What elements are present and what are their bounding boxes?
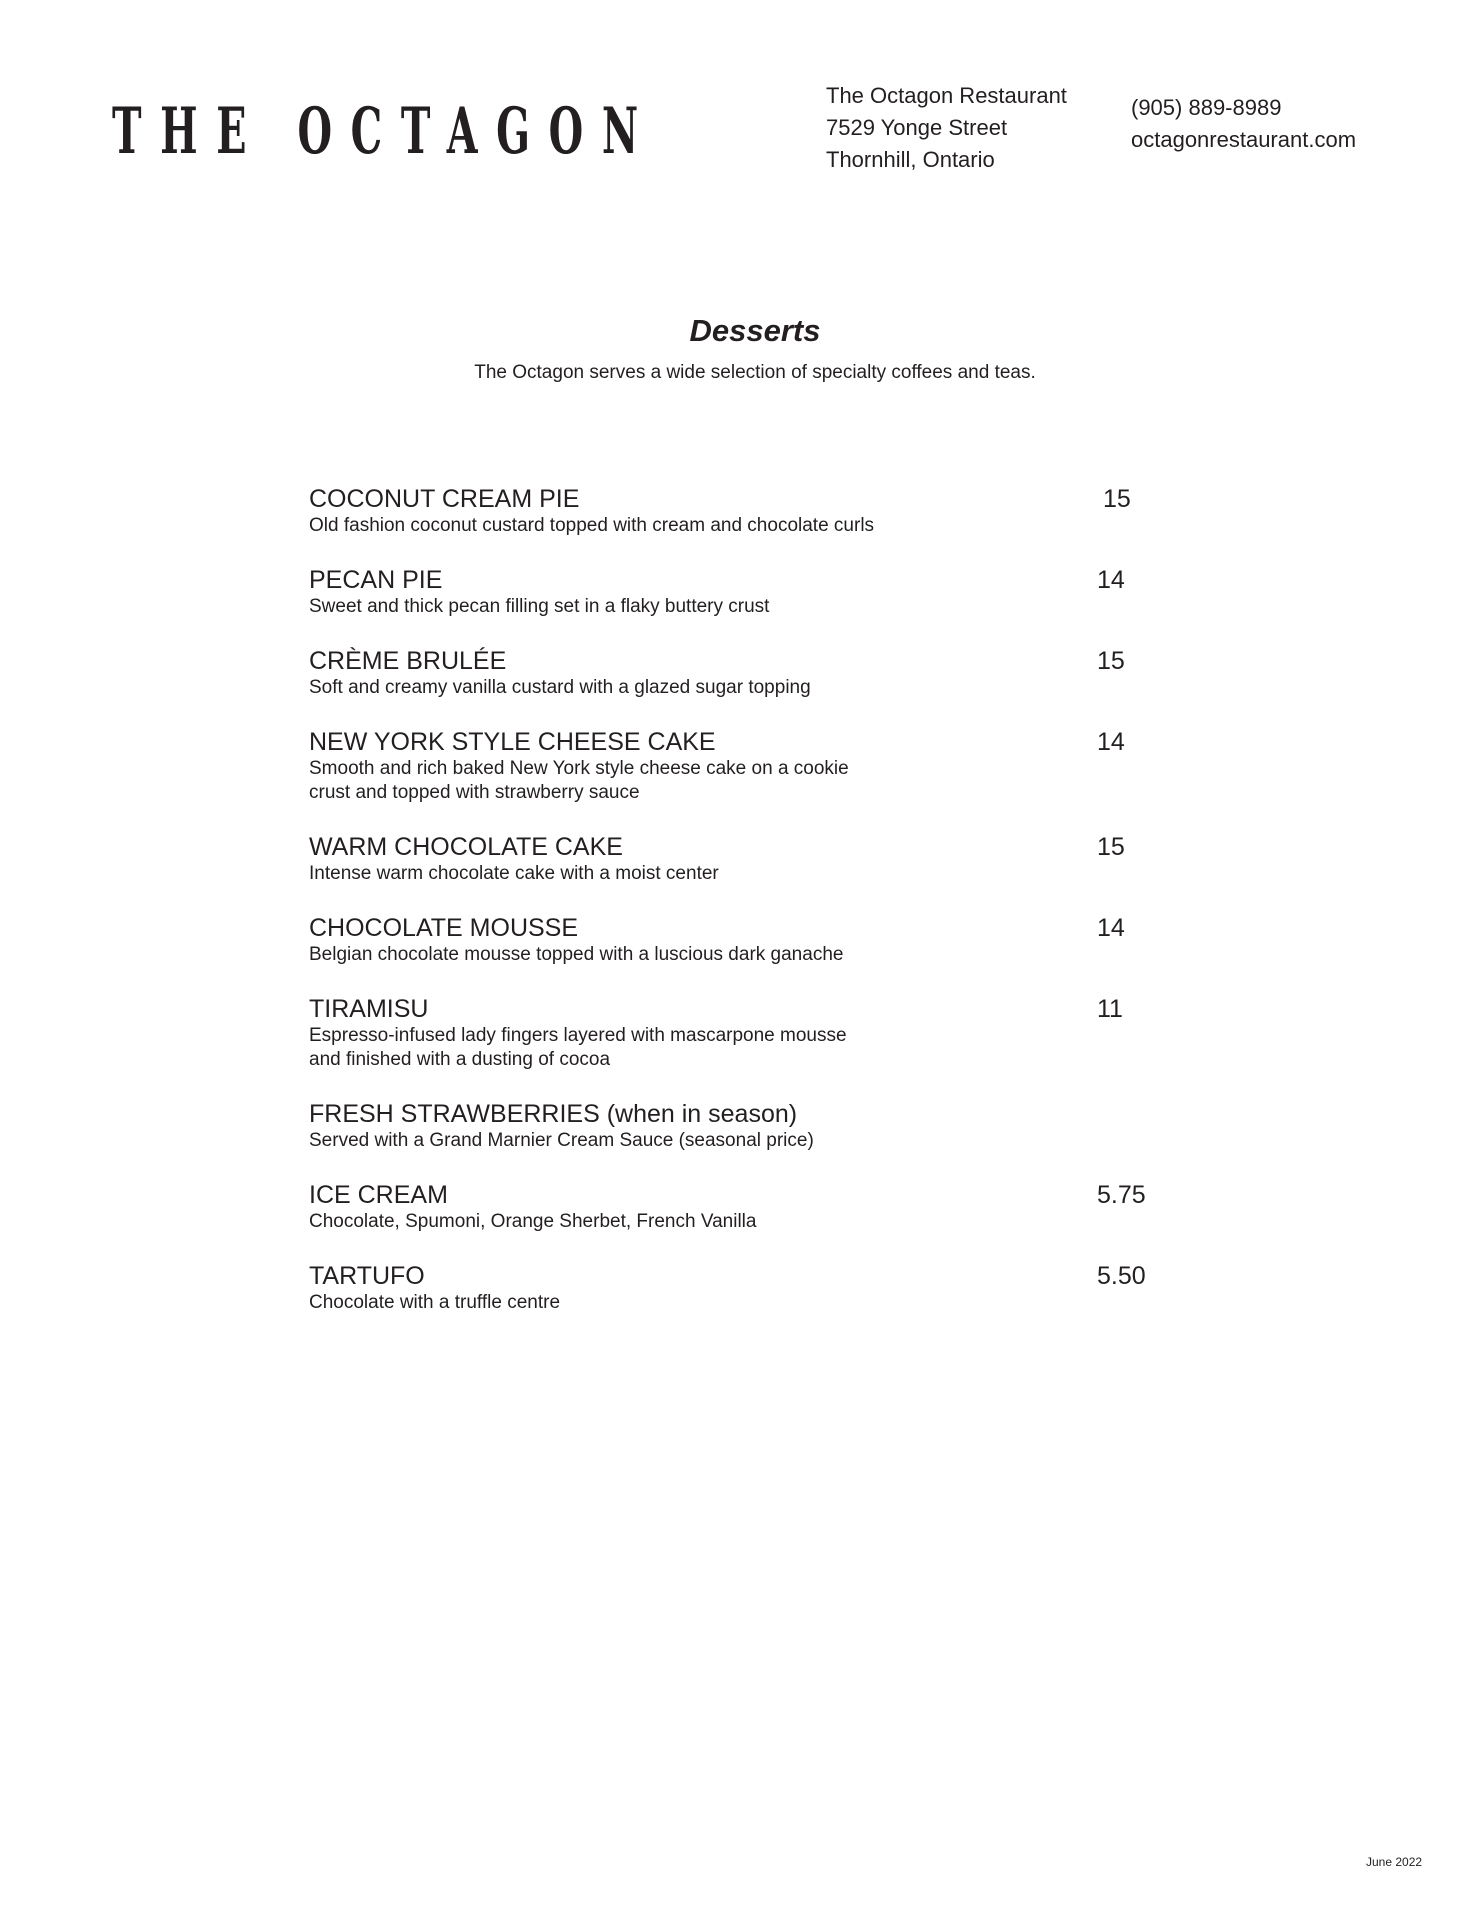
menu-item-name: CRÈME BRULÉE — [309, 647, 507, 675]
menu-item-name: TIRAMISU — [309, 995, 429, 1023]
menu-item-description — [309, 1129, 1209, 1153]
menu-item-name: ICE CREAM — [309, 1181, 448, 1209]
section-title: Desserts — [689, 313, 821, 348]
menu-item-description — [309, 757, 1209, 805]
menu-item-description-line: Belgian chocolate mousse topped with a luscious dark ganache — [309, 944, 844, 965]
menu-item-name: FRESH STRAWBERRIES (when in season) — [309, 1100, 798, 1128]
menu-item-price: 15 — [1097, 647, 1125, 675]
menu-item-price: 5.75 — [1097, 1181, 1146, 1209]
menu-item-price: 14 — [1097, 728, 1125, 756]
menu-item-description-line: Soft and creamy vanilla custard with a glazed sugar topping — [309, 677, 811, 698]
menu-item-description-line: Chocolate with a truffle centre — [309, 1292, 561, 1313]
menu-item-description-line: crust and topped with strawberry sauce — [309, 782, 640, 803]
menu-item — [309, 646, 1209, 700]
menu-item-description — [309, 1024, 1209, 1072]
menu-item-price: 11 — [1097, 995, 1123, 1023]
menu-date: June 2022 — [1366, 1855, 1423, 1869]
menu-item-name: TARTUFO — [309, 1262, 425, 1290]
menu-item-description — [309, 595, 1209, 619]
menu-item-description-line: Espresso-infused lady fingers layered with mascarpone mousse — [309, 1025, 847, 1046]
menu-item-description-line: Chocolate, Spumoni, Orange Sherbet, French Vanilla — [309, 1211, 757, 1232]
menu-item-price: 15 — [1103, 485, 1131, 513]
menu-item — [309, 994, 1209, 1072]
website-link[interactable]: octagonrestaurant.com — [1131, 127, 1357, 152]
menu-item — [309, 484, 1209, 538]
menu-item-name: NEW YORK STYLE CHEESE CAKE — [309, 728, 716, 756]
section-subtitle: The Octagon serves a wide selection of specialty coffees and teas. — [474, 362, 1036, 383]
menu-item-description-line: and finished with a dusting of cocoa — [309, 1049, 611, 1070]
restaurant-logo: THE OCTAGON — [112, 94, 657, 169]
address-line-name: The Octagon Restaurant — [826, 83, 1067, 108]
menu-item-name: WARM CHOCOLATE CAKE — [309, 833, 623, 861]
menu-item — [309, 565, 1209, 619]
menu-item-price: 14 — [1097, 566, 1125, 594]
menu-item-price: 15 — [1097, 833, 1125, 861]
menu-item — [309, 1099, 1209, 1153]
menu-item-description-line: Sweet and thick pecan filling set in a flaky buttery crust — [309, 596, 770, 617]
menu-item — [309, 1180, 1209, 1234]
menu-item — [309, 727, 1209, 805]
menu-item — [309, 913, 1209, 967]
menu-item-name: PECAN PIE — [309, 566, 443, 594]
menu-item-name: CHOCOLATE MOUSSE — [309, 914, 579, 942]
menu-item-price: 5.50 — [1097, 1262, 1146, 1290]
menu-item-description — [309, 514, 1209, 538]
address-line-street: 7529 Yonge Street — [826, 115, 1008, 140]
menu-item-description — [309, 676, 1209, 700]
menu-item-description — [309, 1291, 1209, 1315]
restaurant-contact — [1131, 92, 1356, 156]
menu-item-description-line: Intense warm chocolate cake with a moist center — [309, 863, 719, 884]
menu-item-name: COCONUT CREAM PIE — [309, 485, 580, 513]
phone-number: (905) 889-8989 — [1131, 95, 1282, 120]
menu-item — [309, 832, 1209, 886]
address-line-city: Thornhill, Ontario — [826, 147, 995, 172]
menu-item-description — [309, 943, 1209, 967]
restaurant-address — [826, 80, 1067, 176]
menu-item-description-line: Served with a Grand Marnier Cream Sauce (seasonal price) — [309, 1130, 814, 1151]
menu-item-description-line: Old fashion coconut custard topped with cream and chocolate curls — [309, 515, 875, 536]
menu-item-description-line: Smooth and rich baked New York style cheese cake on a cookie — [309, 758, 849, 779]
menu-item — [309, 1261, 1209, 1315]
menu-item-price: 14 — [1097, 914, 1125, 942]
menu-item-description — [309, 1210, 1209, 1234]
dessert-menu-list — [309, 484, 1209, 1342]
menu-item-description — [309, 862, 1209, 886]
